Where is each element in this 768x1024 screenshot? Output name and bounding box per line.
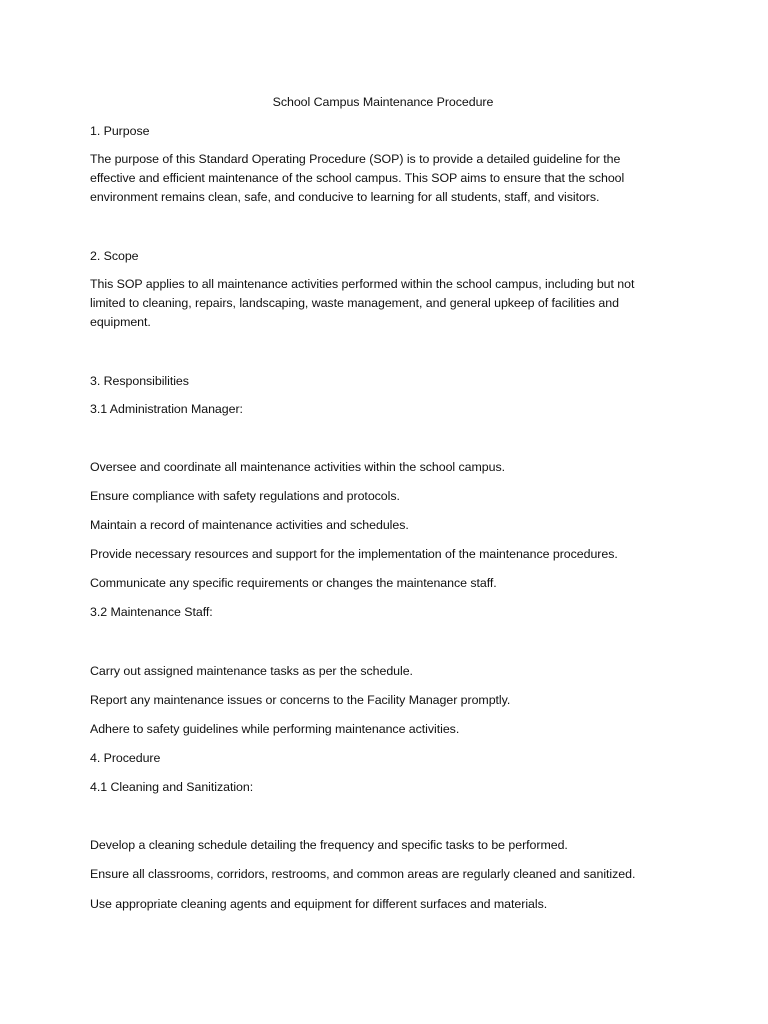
admin-item-4: Provide necessary resources and support for the implementation of the maintenance procedures. [90,547,618,561]
staff-item-3: Adhere to safety guidelines while performing maintenance activities. [90,722,460,736]
scope-line-1: This SOP applies to all maintenance activities performed within the school campus, including but not [90,277,635,291]
subsection-heading-cleaning: 4.1 Cleaning and Sanitization: [90,780,254,794]
cleaning-item-3: Use appropriate cleaning agents and equipment for different surfaces and materials. [90,897,548,911]
subsection-heading-maintenance-staff: 3.2 Maintenance Staff: [90,605,213,619]
section-heading-scope: 2. Scope [90,249,139,263]
document-title-text: School Campus Maintenance Procedure [272,95,494,109]
purpose-line-2: effective and efficient maintenance of the school campus. This SOP aims to ensure that the school [90,171,625,185]
purpose-line-1: The purpose of this Standard Operating Procedure (SOP) is to provide a detailed guideline for the [90,152,621,166]
admin-item-3: Maintain a record of maintenance activities and schedules. [90,518,409,532]
scope-line-2: limited to cleaning, repairs, landscaping, waste management, and general upkeep of facilities and [90,296,619,310]
section-heading-purpose: 1. Purpose [90,124,150,138]
section-heading-responsibilities: 3. Responsibilities [90,374,189,388]
cleaning-item-1: Develop a cleaning schedule detailing the frequency and specific tasks to be performed. [90,838,568,852]
document-title [0,95,768,110]
admin-item-2: Ensure compliance with safety regulations and protocols. [90,489,400,503]
purpose-line-3: environment remains clean, safe, and conducive to learning for all students, staff, and visitors. [90,190,600,204]
cleaning-item-2: Ensure all classrooms, corridors, restrooms, and common areas are regularly cleaned and sanitized. [90,867,636,881]
scope-line-3: equipment. [90,315,151,329]
subsection-heading-admin-manager: 3.1 Administration Manager: [90,402,243,416]
admin-item-5: Communicate any specific requirements or changes the maintenance staff. [90,576,497,590]
section-heading-procedure: 4. Procedure [90,751,161,765]
staff-item-1: Carry out assigned maintenance tasks as per the schedule. [90,664,413,678]
admin-item-1: Oversee and coordinate all maintenance activities within the school campus. [90,460,506,474]
staff-item-2: Report any maintenance issues or concerns to the Facility Manager promptly. [90,693,511,707]
